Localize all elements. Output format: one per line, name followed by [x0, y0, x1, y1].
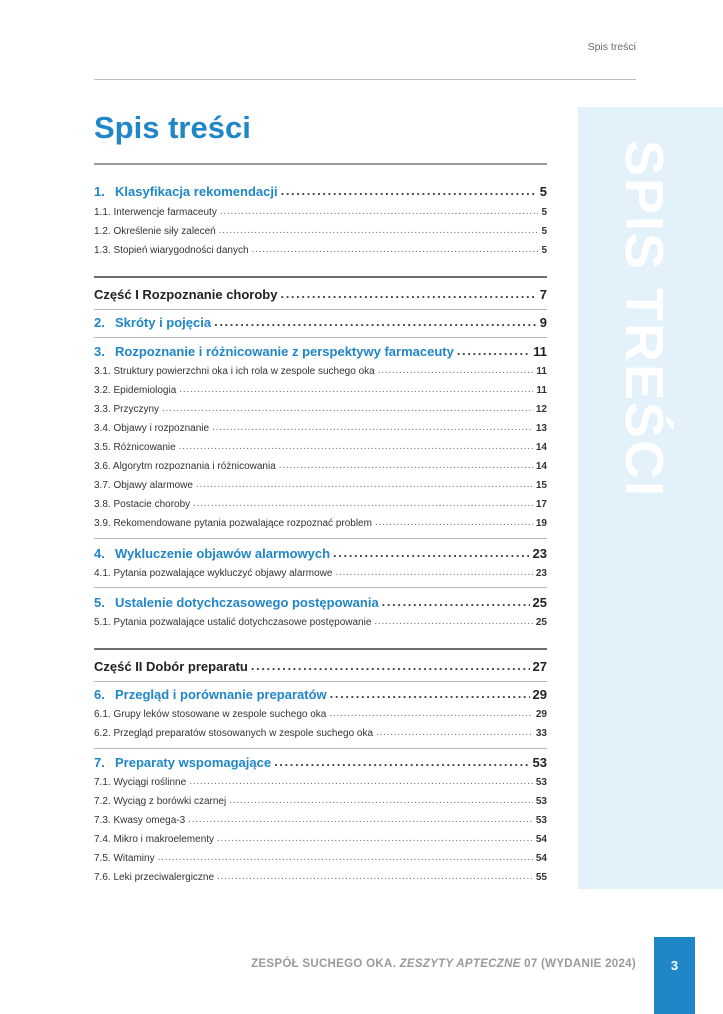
toc-chapter-7[interactable]: 7. Preparaty wspomagające . . . 53: [94, 755, 547, 770]
page-number-tab: [654, 937, 695, 1014]
side-label: SPIS TREŚCI: [614, 140, 674, 499]
section-divider: [94, 538, 547, 539]
page-title: Spis treści: [94, 110, 251, 145]
toc-chapter-4[interactable]: 4. Wykluczenie objawów alarmowych . . . 23: [94, 546, 547, 561]
toc-section-7-5[interactable]: 7.5. Witaminy . . . 54: [94, 853, 547, 864]
toc-chapter-3[interactable]: 3. Rozpoznanie i różnicowanie z perspektywy farmaceuty . . . 11: [94, 344, 547, 359]
section-divider: [94, 748, 547, 749]
toc-section-7-6[interactable]: 7.6. Leki przeciwalergiczne . . . 55: [94, 872, 547, 883]
toc-section-3-8[interactable]: 3.8. Postacie choroby . . . 17: [94, 499, 547, 510]
toc-section-1-2[interactable]: 1.2. Określenie siły zaleceń . . . 5: [94, 226, 547, 237]
toc-section-3-3[interactable]: 3.3. Przyczyny . . . 12: [94, 404, 547, 415]
toc-section-7-1[interactable]: 7.1. Wyciągi roślinne . . . 53: [94, 777, 547, 788]
toc-chapter-5[interactable]: 5. Ustalenie dotychczasowego postępowania . . . 25: [94, 595, 547, 610]
section-divider: [94, 309, 547, 310]
toc-section-1-1[interactable]: 1.1. Interwencje farmaceuty . . . 5: [94, 207, 547, 218]
toc-section-3-9[interactable]: 3.9. Rekomendowane pytania pozwalające rozpoznać problem . . . 19: [94, 518, 547, 529]
toc-section-6-2[interactable]: 6.2. Przegląd preparatów stosowanych w zespole suchego oka . . . 33: [94, 728, 547, 739]
section-divider: [94, 681, 547, 682]
toc-section-3-6[interactable]: 3.6. Algorytm rozpoznania i różnicowania . . . 14: [94, 461, 547, 472]
section-divider: [94, 337, 547, 338]
toc-section-7-2[interactable]: 7.2. Wyciąg z borówki czarnej . . . 53: [94, 796, 547, 807]
header-divider: [94, 79, 636, 80]
title-divider: [94, 163, 547, 165]
toc-chapter-2[interactable]: 2. Skróty i pojęcia . . . 9: [94, 315, 547, 330]
toc-section-6-1[interactable]: 6.1. Grupy leków stosowane w zespole suchego oka . . . 29: [94, 709, 547, 720]
toc-part-1[interactable]: Część I Rozpoznanie choroby . . . 7: [94, 287, 547, 302]
section-divider: [94, 648, 547, 650]
toc-section-7-4[interactable]: 7.4. Mikro i makroelementy . . . 54: [94, 834, 547, 845]
page-number: 3: [670, 958, 679, 973]
toc-section-1-3[interactable]: 1.3. Stopień wiarygodności danych . . . 5: [94, 245, 547, 256]
toc-section-3-5[interactable]: 3.5. Różnicowanie . . . 14: [94, 442, 547, 453]
toc-section-3-4[interactable]: 3.4. Objawy i rozpoznanie . . . 13: [94, 423, 547, 434]
section-divider: [94, 587, 547, 588]
section-divider: [94, 276, 547, 278]
toc-section-4-1[interactable]: 4.1. Pytania pozwalające wykluczyć objawy alarmowe . . . 23: [94, 568, 547, 579]
toc-section-7-3[interactable]: 7.3. Kwasy omega-3 . . . 53: [94, 815, 547, 826]
toc-section-3-2[interactable]: 3.2. Epidemiologia . . . 11: [94, 385, 547, 396]
toc-section-5-1[interactable]: 5.1. Pytania pozwalające ustalić dotychczasowe postępowanie . . . 25: [94, 617, 547, 628]
toc-chapter-1[interactable]: 1. Klasyfikacja rekomendacji . . . 5: [94, 184, 547, 199]
toc-part-2[interactable]: Część II Dobór preparatu . . . 27: [94, 659, 547, 674]
toc-section-3-7[interactable]: 3.7. Objawy alarmowe . . . 15: [94, 480, 547, 491]
toc-section-3-1[interactable]: 3.1. Struktury powierzchni oka i ich rola w zespole suchego oka . . . 11: [94, 366, 547, 377]
running-header: Spis treści: [587, 41, 636, 53]
footer-publication-title: ZESPÓŁ SUCHEGO OKA. ZESZYTY APTECZNE 07 (WYDANIE 2024): [251, 958, 636, 970]
toc-chapter-6[interactable]: 6. Przegląd i porównanie preparatów . . . 29: [94, 687, 547, 702]
